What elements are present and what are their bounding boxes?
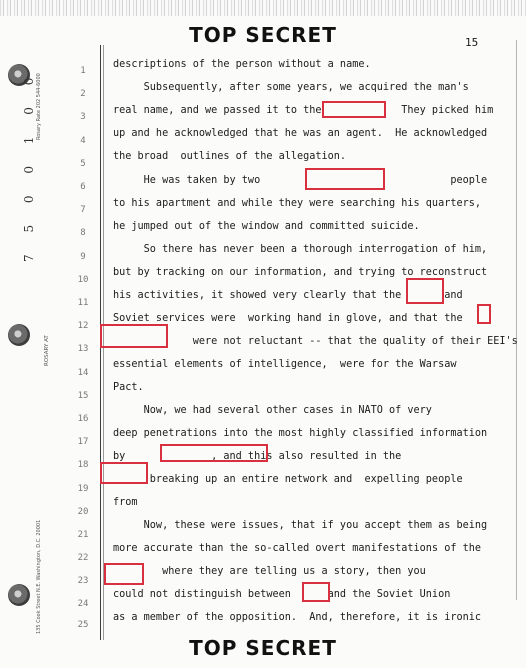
- redaction-box: [322, 101, 386, 118]
- line-number: 9: [80, 252, 86, 262]
- transcript-line: deep penetrations into the most highly classified information: [113, 428, 488, 439]
- scan-noise-strip: [0, 0, 526, 16]
- line-number: 12: [77, 321, 89, 331]
- line-number: 24: [77, 599, 89, 609]
- redaction-box: [100, 462, 148, 484]
- transcript-line: essential elements of intelligence, were for the Warsaw: [113, 359, 457, 370]
- redaction-box: [104, 563, 144, 585]
- transcript-line: Now, these were issues, that if you accept them as being: [113, 520, 488, 531]
- line-number: 5: [80, 159, 86, 169]
- margin-vertical-text-mid: ROSARY AT: [44, 335, 50, 366]
- transcript-line: Pact.: [113, 382, 144, 393]
- line-number: 16: [77, 414, 89, 424]
- line-number: 15: [77, 391, 89, 401]
- transcript-line: to his apartment and while they were searching his quarters,: [113, 198, 482, 209]
- line-number: 1: [80, 66, 86, 76]
- line-number: 11: [77, 298, 89, 308]
- line-number: 22: [77, 553, 89, 563]
- transcript-line: where they are telling us a story, then you: [113, 566, 426, 577]
- transcript-line: could not distinguish between and the Soviet Union: [113, 589, 451, 600]
- transcript-line: as a member of the opposition. And, therefore, it is ironic: [113, 612, 482, 623]
- line-number: 14: [77, 368, 89, 378]
- line-number: 2: [80, 89, 86, 99]
- line-number: 20: [77, 507, 89, 517]
- binder-hole-bottom: [8, 584, 30, 606]
- transcript-line: but by tracking on our information, and trying to reconstruct: [113, 267, 488, 278]
- transcript-line: Subsequently, after some years, we acquired the man's: [113, 82, 469, 93]
- transcript-line: Soviet services were working hand in glove, and that the: [113, 313, 463, 324]
- line-number: 19: [77, 484, 89, 494]
- transcript-line: He was taken by two people: [113, 175, 488, 186]
- page-number: 15: [465, 36, 479, 49]
- transcript-line: descriptions of the person without a name.: [113, 59, 371, 70]
- line-number: 17: [77, 437, 89, 447]
- margin-vertical-docnumber: 7 5 0 0 1 0 0: [22, 68, 36, 262]
- redaction-box: [160, 444, 268, 462]
- margin-vertical-text-bottom: 135 Cook Street N.E. Washington, D.C. 20001: [36, 519, 42, 634]
- redaction-box: [477, 304, 491, 324]
- line-number: 4: [80, 136, 86, 146]
- transcript-line: he jumped out of the window and committed suicide.: [113, 221, 420, 232]
- line-number: 6: [80, 182, 86, 192]
- redaction-box: [406, 278, 444, 304]
- transcript-line: more accurate than the so-called overt manifestations of the: [113, 543, 482, 554]
- right-margin-rule: [516, 40, 517, 600]
- margin-vertical-text-top: Rosary Rate 202 544-6000: [36, 73, 42, 140]
- line-number: 7: [80, 205, 86, 215]
- transcript-line: were not reluctant -- that the quality of their EEI's: [113, 336, 518, 347]
- line-number: 13: [77, 344, 89, 354]
- transcript-line: from: [113, 497, 138, 508]
- transcript-line: his activities, it showed very clearly that the and: [113, 290, 463, 301]
- classification-footer: TOP SECRET: [189, 636, 337, 660]
- classification-header: TOP SECRET: [189, 23, 337, 47]
- redaction-box: [305, 168, 385, 190]
- transcript-line: So there has never been a thorough interrogation of him,: [113, 244, 488, 255]
- line-number: 21: [77, 530, 89, 540]
- line-number: 25: [77, 620, 89, 630]
- line-number: 10: [77, 275, 89, 285]
- line-number: 3: [80, 112, 86, 122]
- transcript-line: up and he acknowledged that he was an agent. He acknowledged: [113, 128, 488, 139]
- binder-hole-middle: [8, 324, 30, 346]
- line-number: 23: [77, 576, 89, 586]
- transcript-line: by , and this also resulted in the: [113, 451, 402, 462]
- transcript-line: real name, and we passed it to the They picked him: [113, 105, 494, 116]
- transcript-line: breaking up an entire network and expelling people: [113, 474, 463, 485]
- transcript-line: Now, we had several other cases in NATO of very: [113, 405, 432, 416]
- redaction-box: [100, 324, 168, 348]
- redaction-box: [302, 582, 330, 602]
- transcript-line: the broad outlines of the allegation.: [113, 151, 347, 162]
- line-number: 18: [77, 460, 89, 470]
- line-number: 8: [80, 228, 86, 238]
